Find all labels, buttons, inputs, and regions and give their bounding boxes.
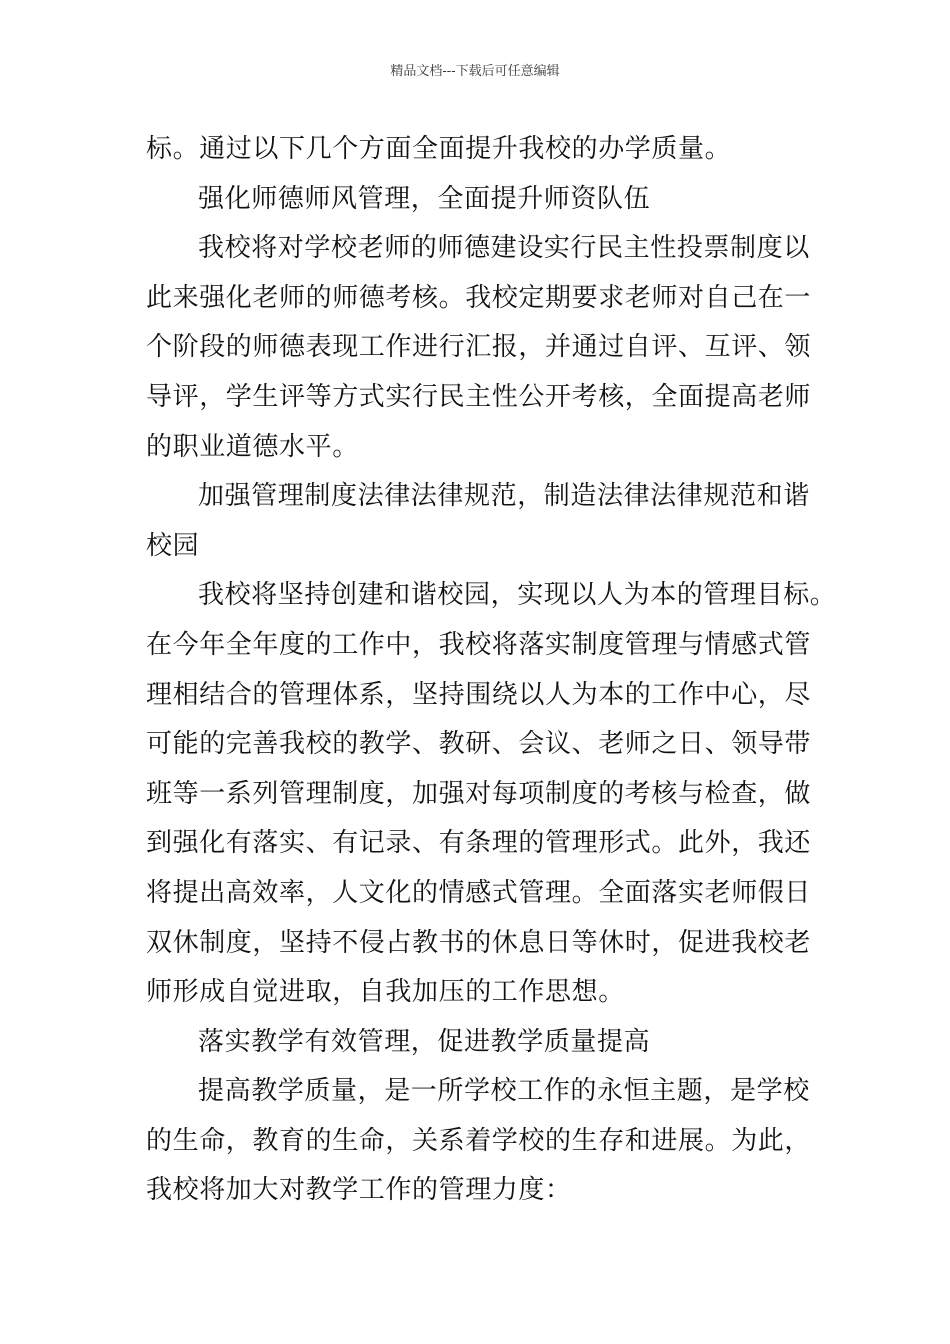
page-header: 精品文档---下载后可任意编辑 (390, 64, 560, 79)
text-line: 到强化有落实、有记录、有条理的管理形式。此外，我还 (146, 828, 812, 859)
document-body (146, 125, 836, 1216)
text-line: 标。通过以下几个方面全面提升我校的办学质量。 (146, 134, 732, 164)
section-heading: 强化师德师风管理，全面提升师资队伍 (198, 183, 651, 214)
text-line: 在今年全年度的工作中，我校将落实制度管理与情感式管 (146, 629, 812, 660)
text-line: 师形成自觉进取，自我加压的工作思想。 (146, 977, 625, 1008)
text-line: 导评，学生评等方式实行民主性公开考核，全面提高老师 (146, 381, 812, 412)
text-line: 我校将加大对教学工作的管理力度： (146, 1175, 572, 1206)
text-line: 将提出高效率，人文化的情感式管理。全面落实老师假日 (146, 877, 812, 908)
text-line: 理相结合的管理体系，坚持围绕以人为本的工作中心，尽 (146, 679, 812, 710)
section-heading: 落实教学有效管理，促进教学质量提高 (198, 1026, 651, 1057)
text-line: 的生命，教育的生命，关系着学校的生存和进展。为此， (146, 1125, 812, 1156)
text-line: 可能的完善我校的教学、教研、会议、老师之日、领导带 (146, 729, 812, 760)
text-line: 我校将对学校老师的师德建设实行民主性投票制度以 (198, 233, 810, 264)
text-line: 我校将坚持创建和谐校园，实现以人为本的管理目标。 (198, 580, 837, 611)
text-line: 的职业道德水平。 (146, 431, 359, 462)
section-heading: 加强管理制度法律法律规范，制造法律法律规范和谐 (198, 481, 810, 512)
text-line: 双休制度，坚持不侵占教书的休息日等休时，促进我校老 (146, 927, 812, 958)
text-line: 此来强化老师的师德考核。我校定期要求老师对自己在一 (146, 282, 812, 313)
section-heading-continued: 校园 (146, 530, 200, 561)
text-line: 班等一系列管理制度，加强对每项制度的考核与检查，做 (146, 778, 812, 809)
text-line: 个阶段的师德表现工作进行汇报，并通过自评、互评、领 (146, 332, 812, 363)
text-line: 提高教学质量，是一所学校工作的永恒主题，是学校 (198, 1076, 810, 1107)
